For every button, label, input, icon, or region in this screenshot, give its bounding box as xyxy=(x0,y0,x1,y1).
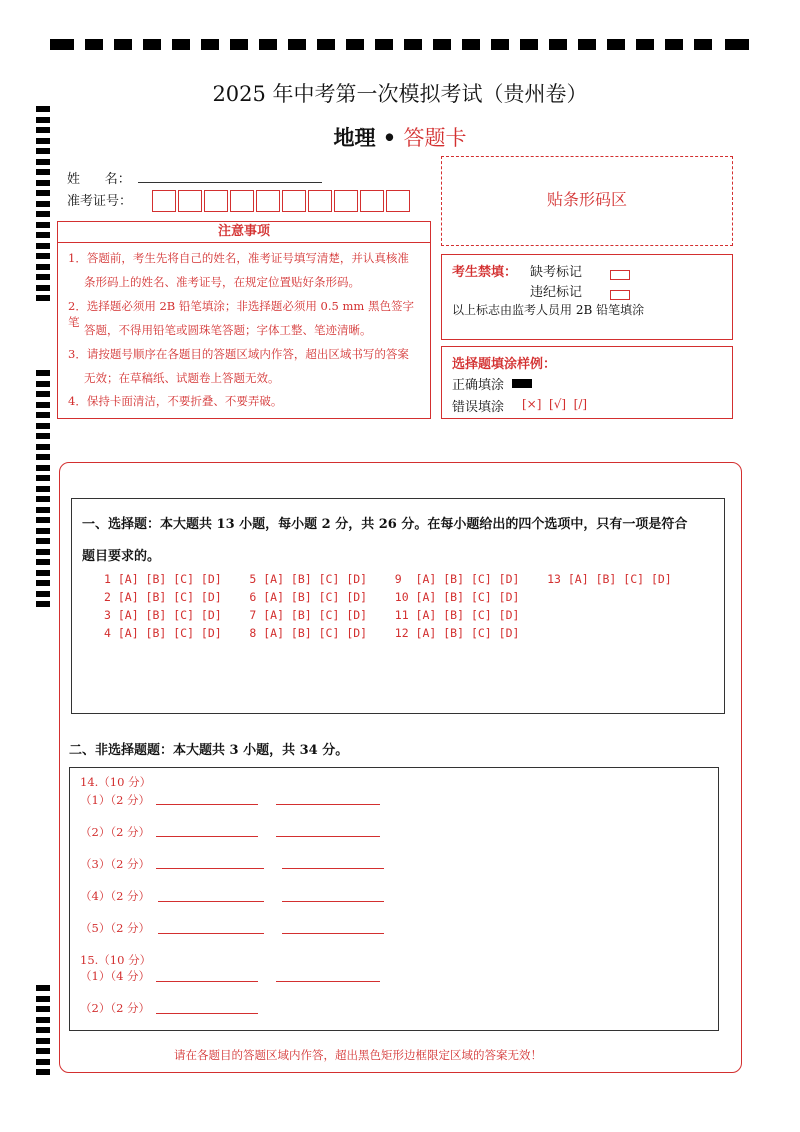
answer-line[interactable] xyxy=(282,933,384,934)
exam-number-boxes xyxy=(152,190,422,214)
notice-line: 1．答题前，考生先将自己的姓名，准考证号填写清楚，并认真核准 xyxy=(68,251,409,265)
timing-mark xyxy=(36,159,50,165)
timing-mark xyxy=(36,253,50,259)
correct-fill-label: 正确填涂 xyxy=(452,378,505,393)
timing-mark xyxy=(36,454,50,460)
answer-line[interactable] xyxy=(282,868,384,869)
digit-box[interactable] xyxy=(256,190,280,212)
timing-mark xyxy=(578,39,596,50)
timing-mark xyxy=(520,39,538,50)
timing-mark xyxy=(36,996,50,1002)
timing-mark xyxy=(636,39,654,50)
answer-line[interactable] xyxy=(156,836,258,837)
timing-mark xyxy=(36,528,50,534)
answer-line[interactable] xyxy=(282,901,384,902)
timing-mark xyxy=(36,264,50,270)
notice-line: 2．选择题必须用 2B 铅笔填涂；非选择题必须用 0.5 mm 黑色签字笔 xyxy=(68,299,414,329)
timing-mark xyxy=(36,475,50,481)
timing-mark xyxy=(36,465,50,471)
barcode-area[interactable] xyxy=(441,156,733,246)
filled-rect-icon xyxy=(512,379,532,388)
timing-mark xyxy=(36,1017,50,1023)
notice-line: 3．请按题号顺序在各题目的答题区域内作答，超出区域书写的答案 xyxy=(68,347,409,361)
timing-mark xyxy=(433,39,451,50)
timing-mark xyxy=(36,423,50,429)
notice-line: 条形码上的姓名、准考证号，在规定位置贴好条形码。 xyxy=(84,275,360,289)
forbid-box xyxy=(441,254,733,340)
timing-mark xyxy=(143,39,161,50)
timing-mark xyxy=(36,444,50,450)
digit-box[interactable] xyxy=(178,190,202,212)
q15-label: 15.（10 分） xyxy=(80,953,152,967)
checkbox-rect-icon xyxy=(610,270,630,280)
answer-line[interactable] xyxy=(276,804,380,805)
timing-mark xyxy=(36,486,50,492)
timing-mark xyxy=(665,39,683,50)
q14-part: （1）（2 分） xyxy=(80,793,151,807)
notice-line: 答题，不得用铅笔或圆珠笔答题；字体工整、笔迹清晰。 xyxy=(84,323,372,337)
fill-example-box xyxy=(441,346,733,419)
timing-mark xyxy=(36,559,50,565)
timing-mark xyxy=(36,1069,50,1075)
q14-label: 14.（10 分） xyxy=(80,775,152,789)
q14-part: （2）（2 分） xyxy=(80,825,151,839)
timing-mark xyxy=(36,370,50,376)
timing-mark xyxy=(172,39,190,50)
non-choice-section-title: 二、非选择题题：本大题共 3 小题，共 34 分。 xyxy=(69,743,349,758)
timing-mark xyxy=(36,1027,50,1033)
timing-mark xyxy=(694,39,712,50)
q15-part: （2）（2 分） xyxy=(80,1001,151,1015)
answer-line[interactable] xyxy=(156,868,264,869)
timing-mark xyxy=(50,39,74,50)
absent-label: 缺考标记 xyxy=(530,265,583,280)
answer-line[interactable] xyxy=(276,981,380,982)
timing-mark xyxy=(607,39,625,50)
timing-mark xyxy=(36,538,50,544)
q14-part: （4）（2 分） xyxy=(80,889,151,903)
timing-mark xyxy=(36,232,50,238)
timing-mark xyxy=(549,39,567,50)
digit-box[interactable] xyxy=(282,190,306,212)
checkbox-rect-icon xyxy=(610,290,630,300)
card-subtitle xyxy=(0,122,800,152)
answer-line[interactable] xyxy=(158,933,264,934)
timing-mark xyxy=(725,39,749,50)
exam-title: 2025 年中考第一次模拟考试（贵州卷） xyxy=(212,82,588,106)
timing-mark xyxy=(36,391,50,397)
timing-mark xyxy=(36,190,50,196)
timing-mark xyxy=(36,433,50,439)
timing-mark xyxy=(201,39,219,50)
notice-box xyxy=(57,221,431,419)
q14-part: （3）（2 分） xyxy=(80,857,151,871)
digit-box[interactable] xyxy=(386,190,410,212)
notice-line: 无效；在草稿纸、试题卷上答题无效。 xyxy=(84,371,280,385)
timing-mark xyxy=(36,1006,50,1012)
timing-mark xyxy=(36,496,50,502)
timing-mark xyxy=(36,285,50,291)
timing-mark xyxy=(462,39,480,50)
digit-box[interactable] xyxy=(360,190,384,212)
timing-mark xyxy=(346,39,364,50)
choice-row[interactable]: 3 [A] [B] [C] [D] 7 [A] [B] [C] [D] 11 [A] [B] [C] [D] xyxy=(104,608,520,622)
timing-mark xyxy=(36,570,50,576)
violation-label: 违纪标记 xyxy=(530,285,583,300)
wrong-fill-marks: [×] [√] [/] xyxy=(522,397,588,411)
digit-box[interactable] xyxy=(334,190,358,212)
timing-mark xyxy=(36,201,50,207)
subject-name: 地理 xyxy=(333,125,376,150)
timing-mark xyxy=(36,381,50,387)
answer-line[interactable] xyxy=(156,1013,258,1014)
timing-mark xyxy=(491,39,509,50)
timing-mark xyxy=(36,243,50,249)
timing-mark xyxy=(36,601,50,607)
footer-warning: 请在各题目的答题区域内作答，超出黑色矩形边框限定区域的答案无效！ xyxy=(174,1048,542,1062)
timing-mark xyxy=(375,39,393,50)
non-choice-section-box xyxy=(69,767,719,1031)
timing-mark xyxy=(230,39,248,50)
choice-section-box xyxy=(71,498,725,714)
dot-separator: • xyxy=(382,125,397,150)
timing-mark xyxy=(36,180,50,186)
choice-row[interactable]: 2 [A] [B] [C] [D] 6 [A] [B] [C] [D] 10 [A] [B] [C] [D] xyxy=(104,590,520,604)
timing-mark xyxy=(114,39,132,50)
timing-mark xyxy=(36,507,50,513)
timing-mark xyxy=(36,402,50,408)
timing-mark xyxy=(36,169,50,175)
timing-mark xyxy=(288,39,306,50)
q14-part: （5）（2 分） xyxy=(80,921,151,935)
timing-mark xyxy=(259,39,277,50)
digit-box[interactable] xyxy=(230,190,254,212)
notice-line: 4．保持卡面清洁，不要折叠、不要弄破。 xyxy=(68,394,283,408)
barcode-label: 贴条形码区 xyxy=(546,190,627,209)
choice-row[interactable]: 1 [A] [B] [C] [D] 5 [A] [B] [C] [D] 9 [A] [B] [C] [D] 13 [A] [B] [C] [D] xyxy=(104,572,672,586)
digit-box[interactable] xyxy=(204,190,228,212)
exam-number-label: 准考证号： xyxy=(67,194,133,209)
timing-mark xyxy=(36,211,50,217)
timing-mark xyxy=(36,222,50,228)
q15-part: （1）（4 分） xyxy=(80,969,151,983)
timing-mark xyxy=(317,39,335,50)
choice-row[interactable]: 4 [A] [B] [C] [D] 8 [A] [B] [C] [D] 12 [A] [B] [C] [D] xyxy=(104,626,520,640)
name-label: 姓 名： xyxy=(67,172,131,187)
notice-heading: 注意事项 xyxy=(58,222,430,243)
digit-box[interactable] xyxy=(152,190,176,212)
timing-mark xyxy=(36,274,50,280)
forbid-note: 以上标志由监考人员用 2B 铅笔填涂 xyxy=(452,303,645,317)
example-title: 选择题填涂样例： xyxy=(452,357,557,372)
wrong-fill-label: 错误填涂 xyxy=(452,400,505,415)
timing-mark xyxy=(36,412,50,418)
digit-box[interactable] xyxy=(308,190,332,212)
choice-section-title-cont: 题目要求的。 xyxy=(82,549,161,564)
timing-mark xyxy=(404,39,422,50)
answer-line[interactable] xyxy=(276,836,380,837)
timing-mark xyxy=(36,549,50,555)
forbid-title: 考生禁填： xyxy=(452,265,518,280)
absent-mark-box[interactable] xyxy=(610,264,630,283)
timing-mark xyxy=(85,39,103,50)
answer-line[interactable] xyxy=(158,901,264,902)
timing-mark xyxy=(36,580,50,586)
choice-section-title: 一、选择题：本大题共 13 小题，每小题 2 分，共 26 分。在每小题给出的四个选项中，只有一项是符合 xyxy=(82,517,688,532)
timing-mark xyxy=(36,1038,50,1044)
name-field[interactable] xyxy=(138,182,322,183)
answer-line[interactable] xyxy=(156,981,258,982)
timing-mark xyxy=(36,985,50,991)
timing-mark xyxy=(36,295,50,301)
timing-mark xyxy=(36,517,50,523)
answer-line[interactable] xyxy=(156,804,258,805)
card-label: 答题卡 xyxy=(403,126,467,150)
timing-mark xyxy=(36,591,50,597)
